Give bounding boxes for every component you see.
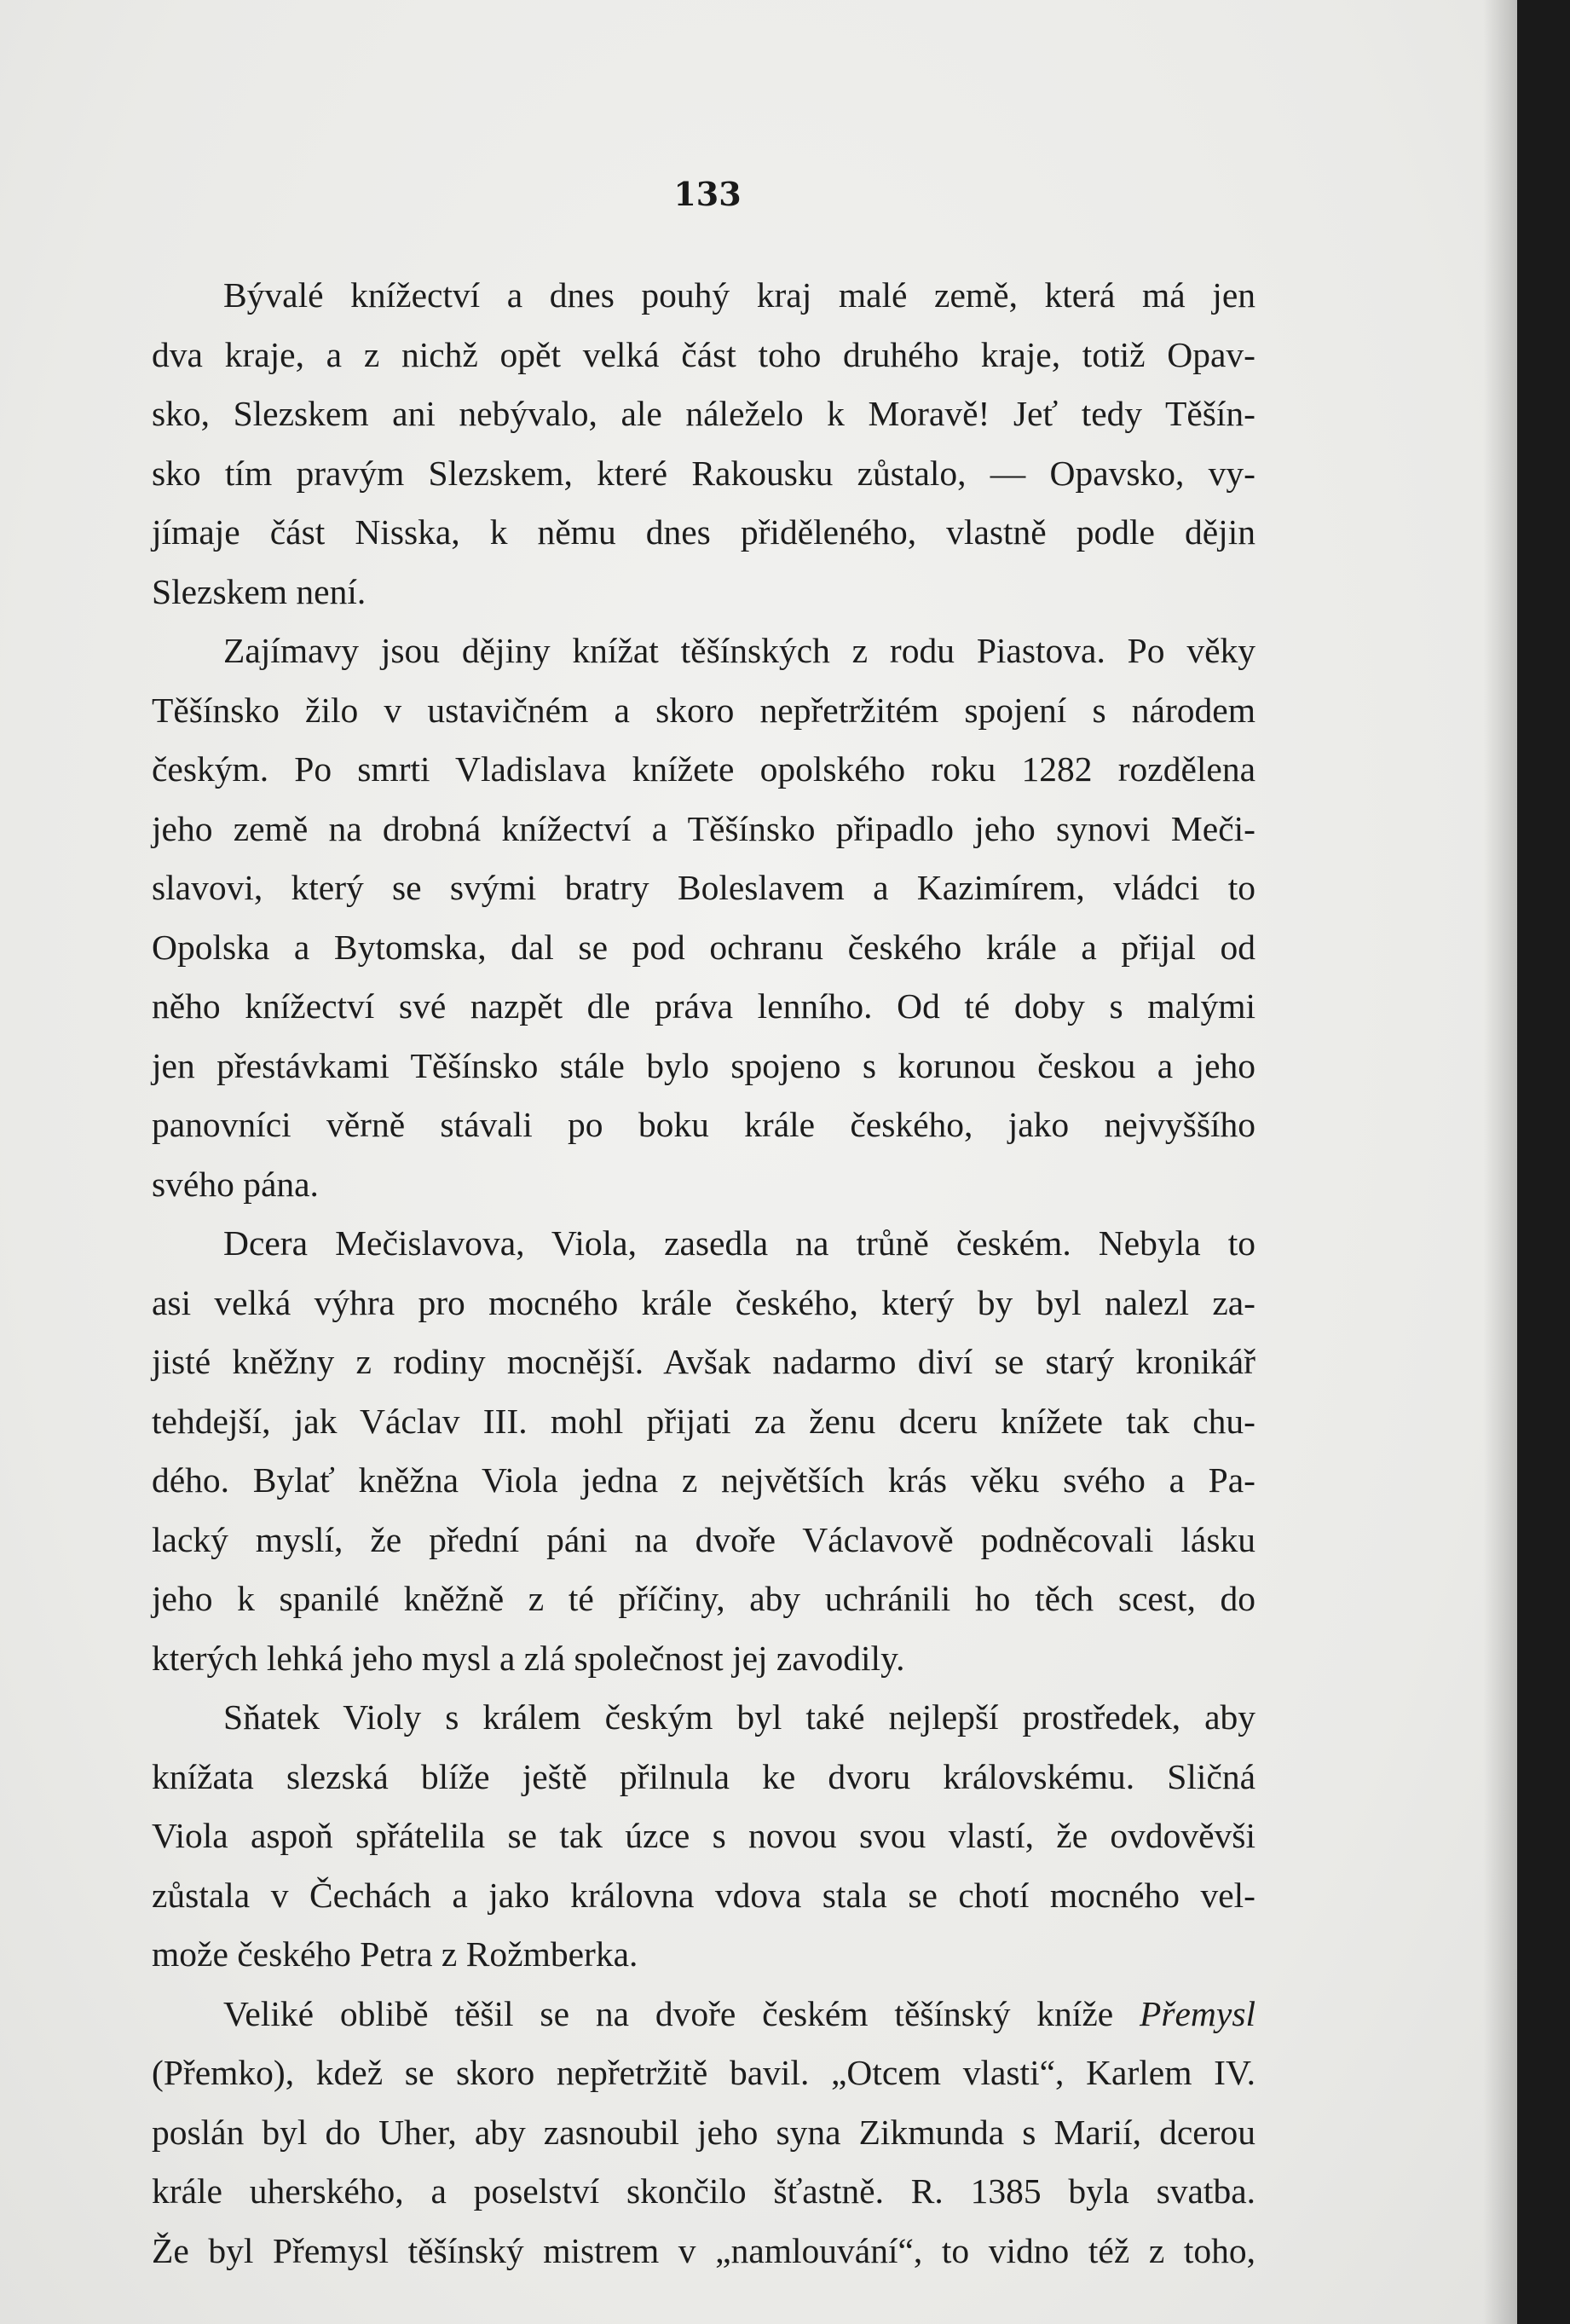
text-line: Sňatek Violy s králem českým byl také nejlepší prostředek, aby [223,1697,1255,1737]
text-line: sko, Slezskem ani nebývalo, ale náleželo k Moravě! Jeť tedy Těšín- [152,394,1255,433]
paragraph-3 [152,1214,1255,1688]
text-line: Bývalé knížectví a dnes pouhý kraj malé země, která má jen [223,275,1255,315]
text-line: krále uherského, a poselství skončilo šťastně. R. 1385 byla svatba. [152,2171,1255,2211]
text-line: Slezskem není. [152,571,367,611]
text-line: jímaje část Nisska, k němu dnes přiděleného, vlastně podle dějin [152,512,1255,552]
text-line: Zajímavy jsou dějiny knížat těšínských z rodu Piastova. Po věky [223,631,1255,670]
text-line: Viola aspoň spřátelila se tak úzce s novou svou vlastí, že ovdověvši [152,1816,1255,1855]
text-line: Dcera Mečislavova, Viola, zasedla na trůně českém. Nebyla to [223,1223,1255,1263]
text-line: panovníci věrně stávali po boku krále českého, jako nejvyššího [152,1105,1255,1144]
body-text [152,266,1255,2281]
text-line: poslán byl do Uher, aby zasnoubil jeho syna Zikmunda s Marií, dcerou [152,2112,1255,2152]
text-line: svého pána. [152,1164,319,1204]
text-line: jeho země na drobná knížectví a Těšínsko připadlo jeho synovi Meči- [152,808,1255,848]
text-line: dva kraje, a z nichž opět velká část toho druhého kraje, totiž Opav- [152,334,1255,374]
text-line: zůstala v Čechách a jako královna vdova stala se chotí mocného vel- [152,1875,1255,1915]
text-line: kterých lehká jeho mysl a zlá společnost jej zavodily. [152,1638,905,1678]
text-line: sko tím pravým Slezskem, které Rakousku zůstalo, — Opavsko, vy- [152,453,1255,493]
text-line: jisté kněžny z rodiny mocnější. Avšak nadarmo diví se starý kronikář [152,1342,1255,1381]
paragraph-1 [152,266,1255,621]
text-line: jeho k spanilé kněžně z té příčiny, aby uchránili ho těch scest, do [152,1579,1255,1618]
text-segment: Veliké oblibě těšil se na dvoře českém těšínský kníže [223,1993,1114,2033]
text-line: (Přemko), kdež se skoro nepřetržitě bavil. „Otcem vlasti“, Karlem IV. [152,2053,1255,2092]
text-line: slavovi, který se svými bratry Boleslavem a Kazimírem, vládci to [152,868,1255,907]
page-number: 133 [673,175,742,213]
text-line: Že byl Přemysl těšínský mistrem v „namlouvání“, to vidno též z toho, [152,2230,1255,2270]
text-line: može českého Petra z Rožmberka. [152,1934,638,1974]
paragraph-5 [152,1985,1255,2281]
text-line: dého. Bylať kněžna Viola jedna z největších krás věku svého a Pa- [152,1460,1255,1500]
italic-name: Přemysl [1140,1993,1256,2033]
text-line: něho knížectví své nazpět dle práva lenního. Od té doby s malými [152,986,1255,1026]
text-line: Opolska a Bytomska, dal se pod ochranu českého krále a přijal od [152,927,1255,967]
text-line: jen přestávkami Těšínsko stále bylo spojeno s korunou českou a jeho [152,1045,1255,1085]
text-line: lacký myslí, že přední páni na dvoře Václavově podněcovali lásku [152,1519,1255,1559]
paragraph-2 [152,621,1255,1214]
text-line: knížata slezská blíže ještě přilnula ke dvoru královskému. Sličná [152,1756,1255,1796]
text-line: tehdejší, jak Václav III. mohl přijati za ženu dceru knížete tak chu- [152,1401,1255,1441]
page-edge-shadow [1483,0,1517,2324]
text-line: Těšínsko žilo v ustavičném a skoro nepřetržitém spojení s národem [152,690,1255,730]
text-line [152,1985,1255,2044]
text-line: asi velká výhra pro mocného krále českého, který by byl nalezl za- [152,1282,1255,1322]
text-line: českým. Po smrti Vladislava knížete opolského roku 1282 rozdělena [152,749,1255,789]
paragraph-4 [152,1688,1255,1985]
